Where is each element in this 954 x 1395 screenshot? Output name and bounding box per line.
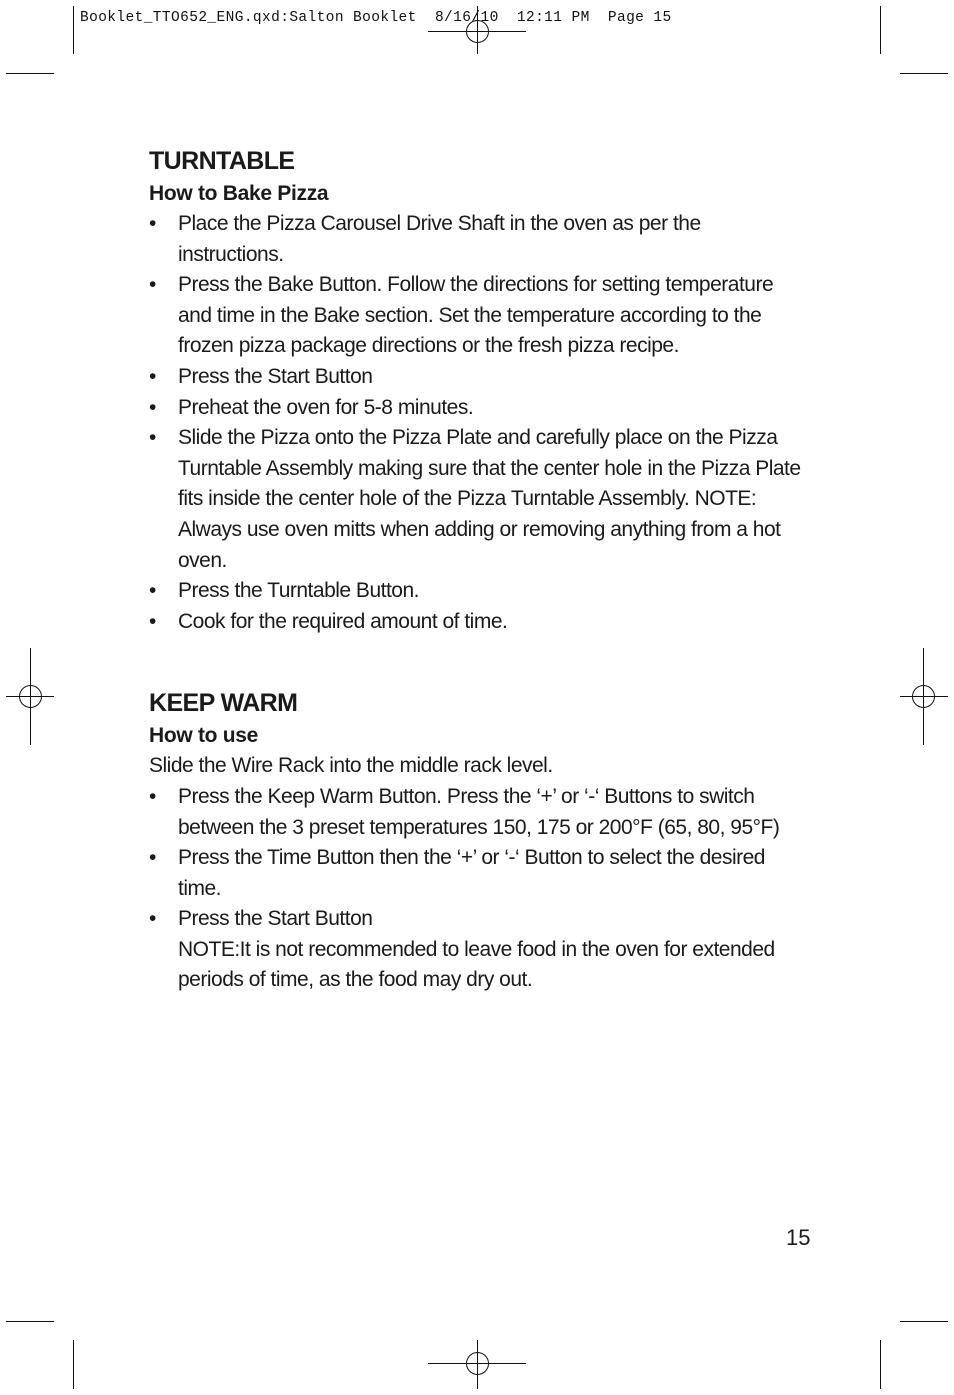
section-title-keep-warm: KEEP WARM (149, 689, 298, 718)
bullet-glyph: • (149, 609, 156, 633)
turntable-section (149, 145, 809, 637)
list-item: • Press the Start Button NOTE:It is not recommended to leave food in the oven for extended periods of time, as the food may dry out. (149, 904, 809, 996)
list-item: • Press the Time Button then the ‘+’ or ‘-‘ Button to select the desired time. (149, 843, 809, 904)
section-spacer (149, 637, 809, 687)
subsection-title-how-to-use: How to use (149, 724, 259, 748)
bullet-glyph: • (149, 426, 156, 450)
bullet-glyph: • (149, 579, 156, 603)
keep-warm-note: NOTE:It is not recommended to leave food in the oven for extended periods of time, as the food may dry out. (178, 937, 775, 992)
bullet-glyph: • (149, 395, 156, 419)
print-slug-line: Booklet_TTO652_ENG.qxd:Salton Booklet 8/16/10 12:11 PM Page 15 (80, 10, 672, 26)
keep-warm-intro: Slide the Wire Rack into the middle rack level. (149, 754, 553, 778)
page-content (149, 145, 809, 996)
page-number: 15 (786, 1225, 811, 1250)
section-title-turntable: TURNTABLE (149, 147, 295, 175)
bullet-glyph: • (149, 364, 156, 388)
list-item: • Slide the Pizza onto the Pizza Plate and carefully place on the Pizza Turntable Assembly making sure that the center hole in the Pizza Plate fits inside the center hole of the Pizza Turntable Assembly. NOTE: Always use oven mitts when adding or removing anything from a hot oven. (149, 423, 809, 576)
bullet-glyph: • (149, 212, 156, 235)
list-item: • Press the Turntable Button. (149, 576, 809, 607)
bullet-glyph: • (149, 846, 156, 870)
bullet-glyph: • (149, 784, 156, 808)
keep-warm-steps (149, 782, 809, 996)
list-item: • Preheat the oven for 5-8 minutes. (149, 393, 809, 424)
bullet-glyph: • (149, 273, 156, 297)
list-item: • Press the Bake Button. Follow the directions for setting temperature and time in the Bake section. Set the temperature according to the frozen pizza package directions or the fresh pizza recipe. (149, 270, 809, 362)
list-item: • Press the Keep Warm Button. Press the ‘+’ or ‘-‘ Buttons to switch between the 3 preset temperatures 150, 175 or 200°F (65, 80, 95°F) (149, 782, 809, 843)
list-item: • Place the Pizza Carousel Drive Shaft in the oven as per the instructions. (149, 209, 809, 270)
bullet-glyph: • (149, 907, 156, 931)
list-item: • Cook for the required amount of time. (149, 607, 809, 638)
keep-warm-section (149, 687, 809, 996)
bake-pizza-steps (149, 209, 809, 637)
subsection-title-bake-pizza: How to Bake Pizza (149, 182, 329, 205)
list-item: • Press the Start Button (149, 362, 809, 393)
